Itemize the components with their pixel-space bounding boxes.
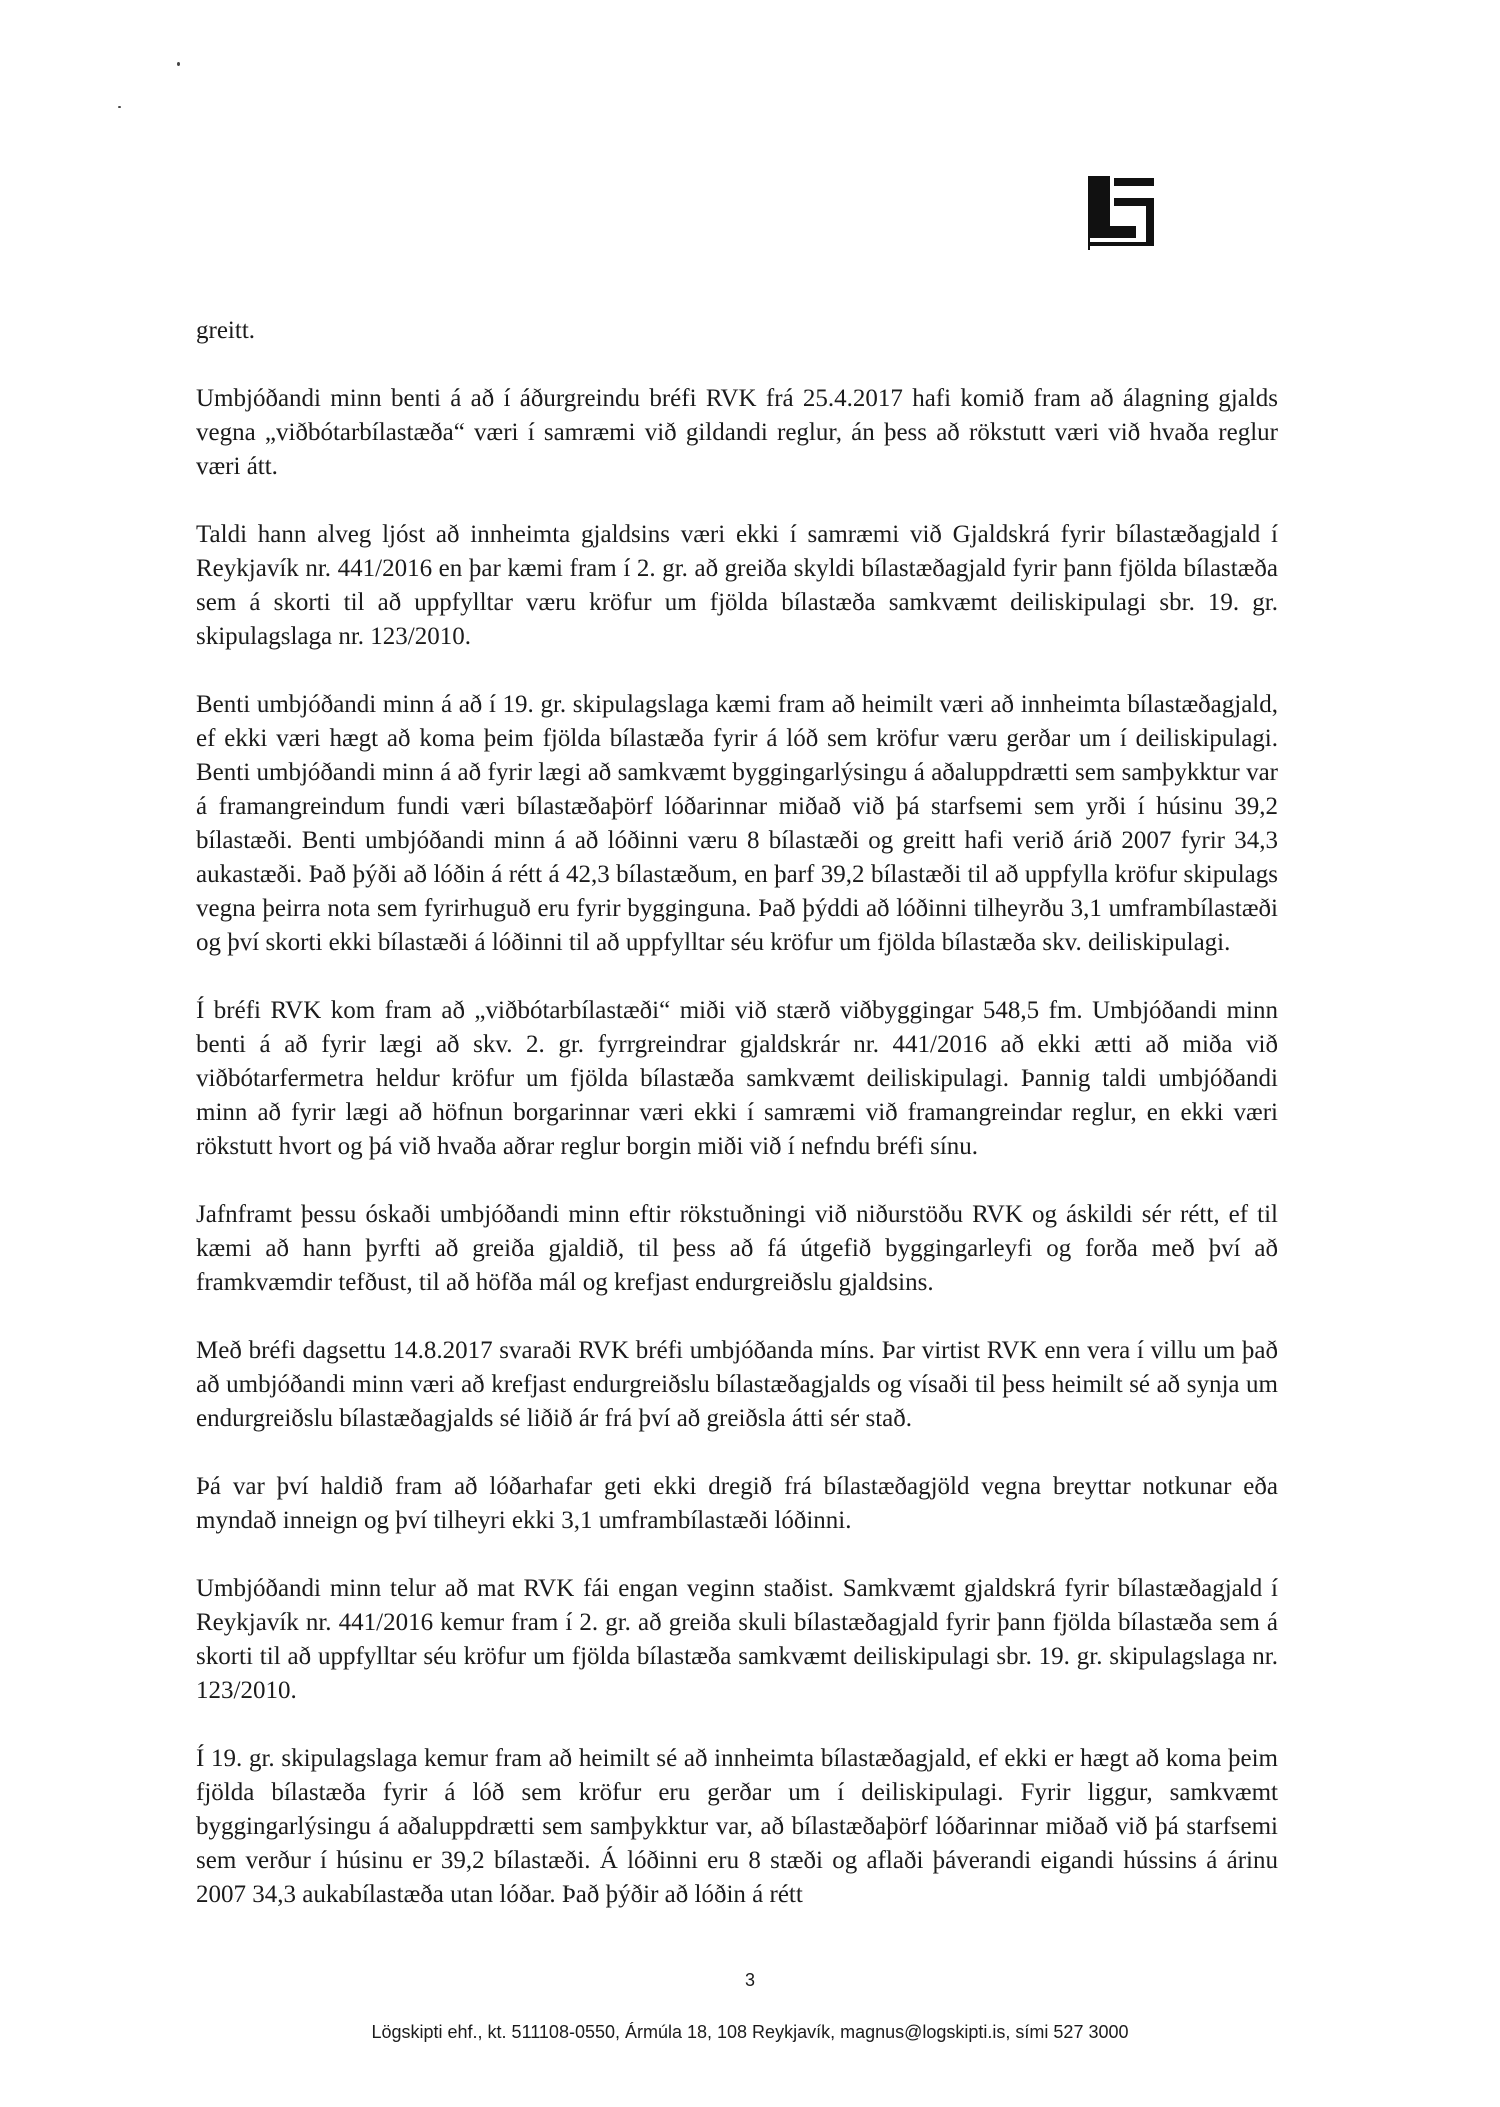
paragraph: Taldi hann alveg ljóst að innheimta gjaldsins væri ekki í samræmi við Gjaldskrá fyrir bílastæðagjald í Reykjavík nr. 441/2016 en þar kæmi fram í 2. gr. að greiða skyldi bílastæðagjald fyrir þann fjölda bílastæða sem á skorti til að uppfylltar væru kröfur um fjölda bílastæða samkvæmt deiliskipulagi sbr. 19. gr. skipulagslaga nr. 123/2010. [196,521,1278,650]
paragraph: Benti umbjóðandi minn á að í 19. gr. skipulagslaga kæmi fram að heimilt væri að innheimta bílastæðagjald, ef ekki væri hægt að koma þeim fjölda bílastæða fyrir á lóð sem kröfur væru gerðar um í deiliskipulagi. Benti umbjóðandi minn á að fyrir lægi að samkvæmt byggingarlýsingu á aðaluppdrætti sem samþykktur var á framangreindum fundi væri bílastæðaþörf lóðarinnar miðað við þá starfsemi sem yrði í húsinu 39,2 bílastæði. Benti umbjóðandi minn á að lóðinni væru 8 bílastæði og greitt hafi verið árið 2007 fyrir 34,3 aukastæði. Það þýði að lóðin á rétt á 42,3 bílastæðum, en þarf 39,2 bílastæði til að uppfylla kröfur skipulags vegna þeirra nota sem fyrirhuguð eru fyrir bygginguna. Það þýddi að lóðinni tilheyrðu 3,1 umframbílastæði og því skorti ekki bílastæði á lóðinni til að uppfylltar séu kröfur um fjölda bílastæða skv. deiliskipulagi. [196,691,1278,956]
paragraph: Í bréfi RVK kom fram að „viðbótarbílastæði“ miði við stærð viðbyggingar 548,5 fm. Umbjóðandi minn benti á að fyrir lægi að skv. 2. gr. fyrrgreindrar gjaldskrár nr. 441/2016 að ekki ætti að miða við viðbótarfermetra heldur kröfur um fjölda bílastæða samkvæmt deiliskipulagi. Þannig taldi umbjóðandi minn að fyrir lægi að höfnun borgarinnar væri ekki í samræmi við framangreindar reglur, en ekki væri rökstutt hvort og þá við hvaða aðrar reglur borgin miði við í nefndu bréfi sínu. [196,997,1278,1160]
paragraph: Með bréfi dagsettu 14.8.2017 svaraði RVK bréfi umbjóðanda míns. Þar virtist RVK enn vera í villu um það að umbjóðandi minn væri að krefjast endurgreiðslu bílastæðagjalds og vísaði til þess heimilt sé að synja um endurgreiðslu bílastæðagjalds sé liðið ár frá því að greiðsla átti sér stað. [196,1337,1278,1432]
scan-speck [118,106,121,108]
letter-body [196,314,1278,1912]
paragraph-continuation: greitt. [196,317,256,344]
paragraph: Umbjóðandi minn benti á að í áðurgreindu bréfi RVK frá 25.4.2017 hafi komið fram að álagning gjalds vegna „viðbótarbílastæða“ væri í samræmi við gildandi reglur, án þess að rökstutt væri við hvaða reglur væri átt. [196,385,1278,480]
paragraph: Þá var því haldið fram að lóðarhafar geti ekki dregið frá bílastæðagjöld vegna breyttar notkunar eða myndað inneign og því tilheyri ekki 3,1 umframbílastæði lóðinni. [196,1473,1278,1534]
logskipti-logo [1088,176,1156,250]
scan-speck [177,62,180,66]
paragraph: Jafnframt þessu óskaði umbjóðandi minn eftir rökstuðningi við niðurstöðu RVK og áskildi sér rétt, ef til kæmi að hann þyrfti að greiða gjaldið, til þess að fá útgefið byggingarleyfi og forða með því að framkvæmdir tefðust, til að höfða mál og krefjast endurgreiðslu gjaldsins. [196,1201,1278,1296]
footer: Lögskipti ehf., kt. 511108-0550, Ármúla 18, 108 Reykjavík, magnus@logskipti.is, sími 527 3000 [371,2022,1129,2042]
paragraph: Umbjóðandi minn telur að mat RVK fái engan veginn staðist. Samkvæmt gjaldskrá fyrir bílastæðagjald í Reykjavík nr. 441/2016 kemur fram í 2. gr. að greiða skuli bílastæðagjald fyrir þann fjölda bílastæða sem á skorti til að uppfylltar séu kröfur um fjölda bílastæða samkvæmt deiliskipulagi sbr. 19. gr. skipulagslaga nr. 123/2010. [196,1575,1278,1704]
paragraph: Í 19. gr. skipulagslaga kemur fram að heimilt sé að innheimta bílastæðagjald, ef ekki er hægt að koma þeim fjölda bílastæða fyrir á lóð sem kröfur eru gerðar um í deiliskipulagi. Fyrir liggur, samkvæmt byggingarlýsingu á aðaluppdrætti sem samþykktur var, að bílastæðaþörf lóðarinnar miðað við þá starfsemi sem verður í húsinu er 39,2 bílastæði. Á lóðinni eru 8 stæði og aflaði þáverandi eigandi hússins á árinu 2007 34,3 aukabílastæða utan lóðar. Það þýðir að lóðin á rétt [196,1745,1278,1908]
page-number: 3 [744,1970,755,1990]
